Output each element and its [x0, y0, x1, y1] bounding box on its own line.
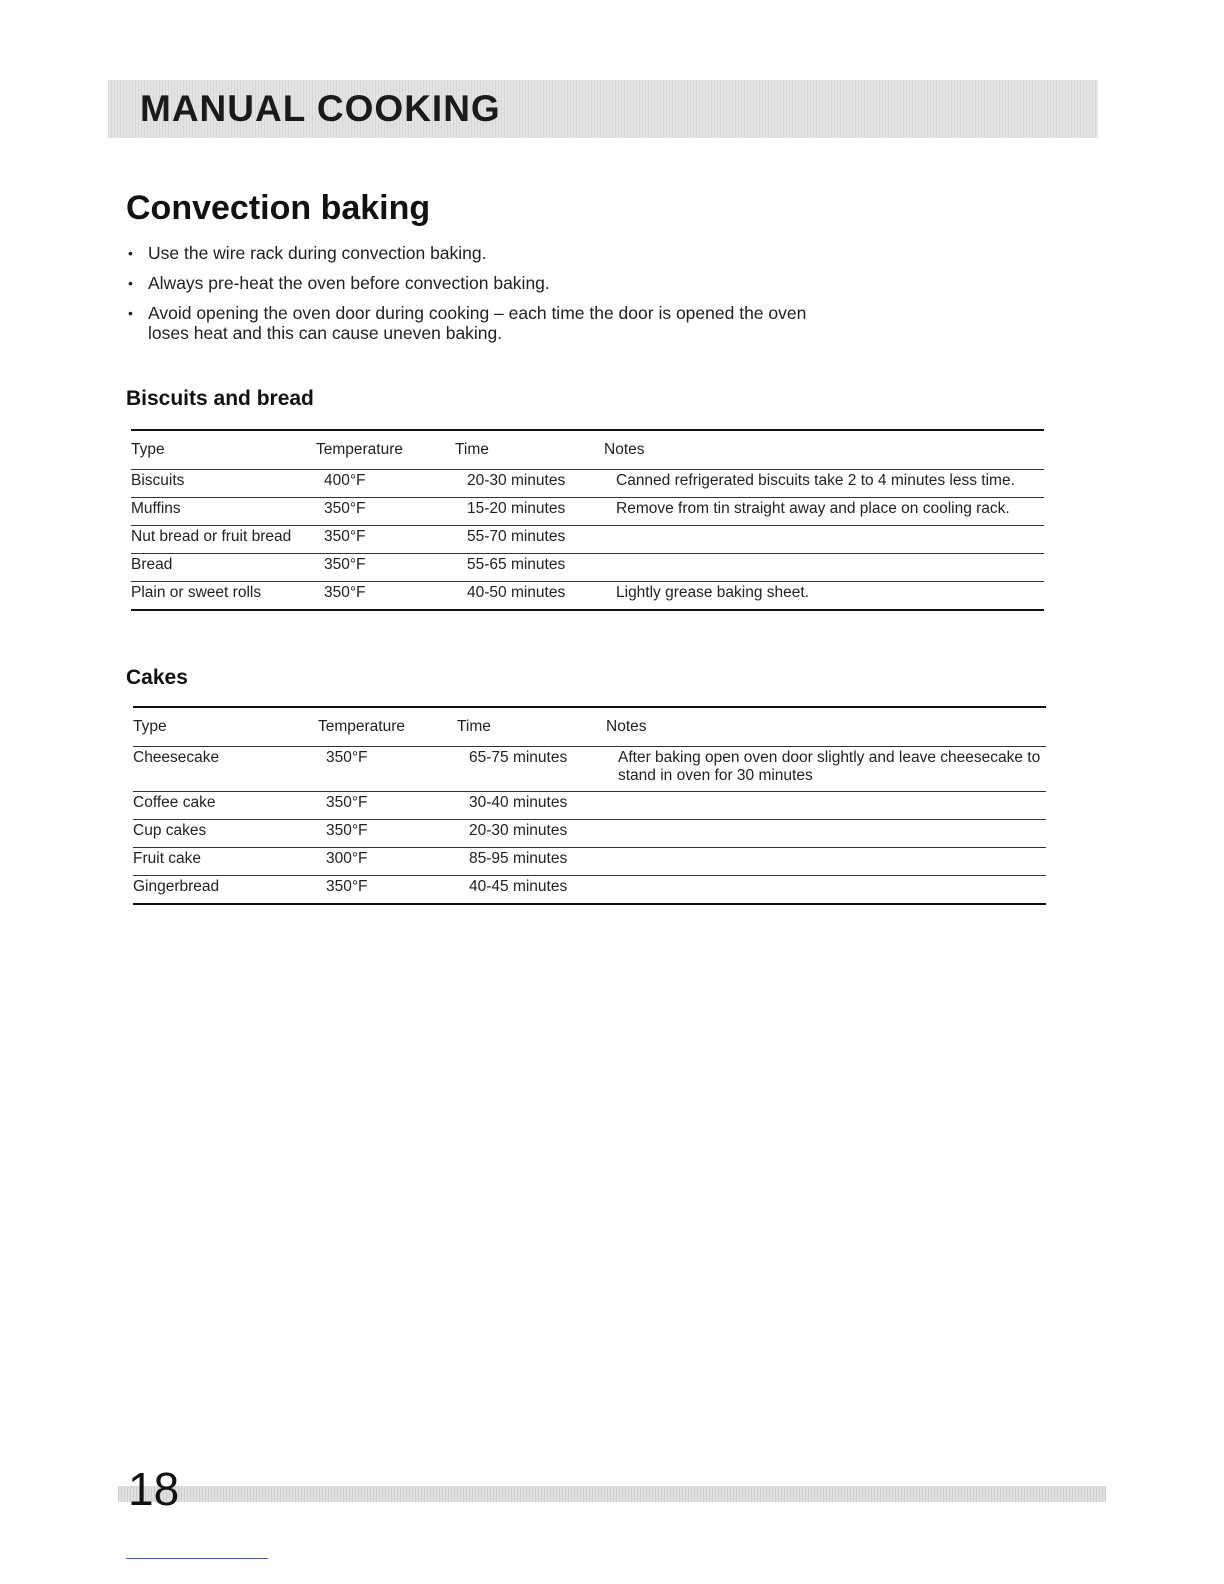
cell-notes: Lightly grease baking sheet. [604, 582, 1044, 611]
cell-notes [606, 820, 1046, 848]
cell-type: Nut bread or fruit bread [131, 526, 316, 554]
cell-temperature: 350°F [316, 526, 455, 554]
column-header-time: Time [455, 430, 604, 470]
column-header-notes: Notes [604, 430, 1044, 470]
cell-notes: Remove from tin straight away and place on cooling rack. [604, 498, 1044, 526]
table-row [133, 876, 1046, 905]
column-header-temperature: Temperature [318, 707, 457, 747]
table-row [133, 820, 1046, 848]
column-header-type: Type [131, 430, 316, 470]
cell-type: Gingerbread [133, 876, 318, 905]
table-header-row [131, 430, 1044, 470]
table-row [131, 470, 1044, 498]
cakes-section-title: Cakes [126, 666, 188, 689]
cell-notes [606, 848, 1046, 876]
cell-type: Muffins [131, 498, 316, 526]
cell-type: Plain or sweet rolls [131, 582, 316, 611]
cell-time: 40-50 minutes [455, 582, 604, 611]
footer-rule [126, 1558, 268, 1559]
cell-temperature: 350°F [316, 498, 455, 526]
biscuits-table [131, 429, 1044, 611]
tip-item: • Always pre-heat the oven before convection baking. [128, 273, 828, 293]
table-row [131, 554, 1044, 582]
table-row [131, 526, 1044, 554]
cell-type: Coffee cake [133, 792, 318, 820]
cell-temperature: 350°F [316, 582, 455, 611]
column-header-type: Type [133, 707, 318, 747]
cell-time: 30-40 minutes [457, 792, 606, 820]
table-row [133, 792, 1046, 820]
column-header-notes: Notes [606, 707, 1046, 747]
cell-notes: Canned refrigerated biscuits take 2 to 4 minutes less time. [604, 470, 1044, 498]
cell-temperature: 300°F [318, 848, 457, 876]
cell-time: 20-30 minutes [457, 820, 606, 848]
cell-temperature: 350°F [316, 554, 455, 582]
tip-item: • Avoid opening the oven door during cooking – each time the door is opened the oven loses heat and this can cause uneven baking. [128, 303, 828, 343]
cell-type: Cheesecake [133, 747, 318, 792]
cell-type: Biscuits [131, 470, 316, 498]
cell-temperature: 350°F [318, 792, 457, 820]
column-header-temperature: Temperature [316, 430, 455, 470]
cell-temperature: 350°F [318, 747, 457, 792]
cell-notes [606, 792, 1046, 820]
table-header-row [133, 707, 1046, 747]
cell-type: Bread [131, 554, 316, 582]
footer-band [118, 1486, 1106, 1502]
page-number: 18 [128, 1463, 180, 1515]
table-row [133, 747, 1046, 792]
table-row [133, 848, 1046, 876]
cell-time: 65-75 minutes [457, 747, 606, 792]
table-row [131, 582, 1044, 611]
column-header-time: Time [457, 707, 606, 747]
table-row [131, 498, 1044, 526]
cell-temperature: 400°F [316, 470, 455, 498]
section-header-title: MANUAL COOKING [140, 88, 501, 129]
cell-type: Fruit cake [133, 848, 318, 876]
cell-notes [606, 876, 1046, 905]
cell-time: 55-65 minutes [455, 554, 604, 582]
cell-time: 85-95 minutes [457, 848, 606, 876]
cell-notes [604, 526, 1044, 554]
page-title: Convection baking [126, 189, 431, 227]
cell-type: Cup cakes [133, 820, 318, 848]
cell-time: 20-30 minutes [455, 470, 604, 498]
biscuits-section-title: Biscuits and bread [126, 387, 314, 410]
cakes-table [133, 706, 1046, 905]
cell-time: 15-20 minutes [455, 498, 604, 526]
cell-time: 55-70 minutes [455, 526, 604, 554]
cell-temperature: 350°F [318, 820, 457, 848]
tip-item: • Use the wire rack during convection baking. [128, 243, 828, 263]
tips-list [128, 243, 828, 353]
cell-time: 40-45 minutes [457, 876, 606, 905]
cell-notes [604, 554, 1044, 582]
cell-notes: After baking open oven door slightly and leave cheesecake to stand in oven for 30 minutes [606, 747, 1046, 792]
cell-temperature: 350°F [318, 876, 457, 905]
